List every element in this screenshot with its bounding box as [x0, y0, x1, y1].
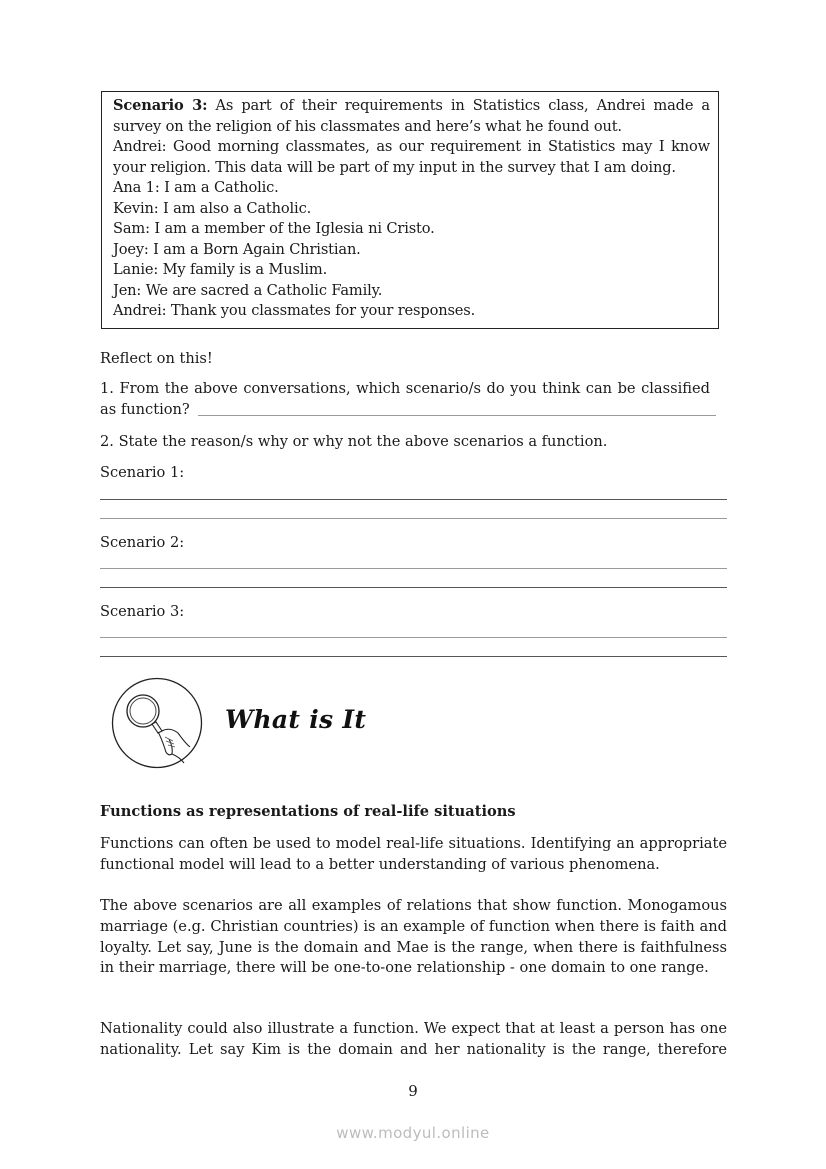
scenario-2-answer-line[interactable] — [100, 568, 727, 569]
scenario-2-label: Scenario 2: — [100, 534, 185, 551]
scenario-3-intro-line-1: Scenario 3: As part of their requirements in Statistics class, Andrei made a — [113, 97, 710, 114]
dialogue-line: Sam: I am a member of the Iglesia ni Cristo. — [113, 220, 435, 237]
scenario-3-answer-line[interactable] — [100, 656, 727, 657]
scenario-3-label: Scenario 3: — [113, 97, 208, 114]
paragraph-line: The above scenarios are all examples of relations that show function. Monogamous — [100, 897, 727, 914]
dialogue-line: Lanie: My family is a Muslim. — [113, 261, 328, 278]
question-1-line-1: 1. From the above conversations, which scenario/s do you think can be classified — [100, 380, 710, 397]
reflect-heading: Reflect on this! — [100, 350, 213, 367]
scenario-3-box — [101, 91, 719, 329]
paragraph-line: Nationality could also illustrate a function. We expect that at least a person has one — [100, 1020, 727, 1037]
dialogue-line: Jen: We are sacred a Catholic Family. — [113, 282, 383, 299]
dialogue-line: Ana 1: I am a Catholic. — [113, 179, 279, 196]
paragraph-2 — [100, 896, 727, 979]
scenario-3-answer-line[interactable] — [100, 637, 727, 638]
dialogue-line: Andrei: Thank you classmates for your responses. — [113, 302, 476, 319]
paragraph-line: functional model will lead to a better understanding of various phenomena. — [100, 855, 660, 873]
scenario-3-intro-line-2: survey on the religion of his classmates and here’s what he found out. — [113, 118, 622, 135]
dialogue-line: Kevin: I am also a Catholic. — [113, 200, 312, 217]
paragraph-line: in their marriage, there will be one-to-one relationship - one domain to one range. — [100, 959, 709, 977]
magnifying-glass-in-hand-icon — [111, 677, 203, 769]
scenario-2-answer-line[interactable] — [100, 587, 727, 588]
paragraph-3 — [100, 1019, 727, 1061]
question-2: 2. State the reason/s why or why not the above scenarios a function. — [100, 433, 608, 450]
scenario-1-answer-line[interactable] — [100, 499, 727, 500]
dialogue-line: Joey: I am a Born Again Christian. — [113, 241, 361, 258]
what-is-it-title: What is It — [225, 705, 367, 734]
paragraph-line: Functions can often be used to model real-life situations. Identifying an appropriate — [100, 835, 727, 852]
paragraph-1 — [100, 834, 727, 876]
dialogue-line: Andrei: Good morning classmates, as our requirement in Statistics may I know — [113, 138, 710, 155]
section-heading: Functions as representations of real-life situations — [100, 803, 516, 820]
watermark: www.modyul.online — [336, 1124, 490, 1142]
dialogue-line: your religion. This data will be part of my input in the survey that I am doing. — [113, 159, 676, 176]
paragraph-line: loyalty. Let say, June is the domain and Mae is the range, when there is faithfulness — [100, 938, 727, 956]
page-number: 9 — [408, 1082, 418, 1100]
paragraph-line: marriage (e.g. Christian countries) is an example of function when there is faith and — [100, 917, 727, 935]
scenario-1-answer-line[interactable] — [100, 518, 727, 519]
paragraph-line: nationality. Let say Kim is the domain and her nationality is the range, therefore — [100, 1040, 727, 1058]
scenario-1-label: Scenario 1: — [100, 464, 185, 481]
question-1-answer-line[interactable] — [198, 415, 716, 416]
question-1-line-2: as function? — [100, 401, 190, 418]
scenario-3-label: Scenario 3: — [100, 603, 185, 620]
